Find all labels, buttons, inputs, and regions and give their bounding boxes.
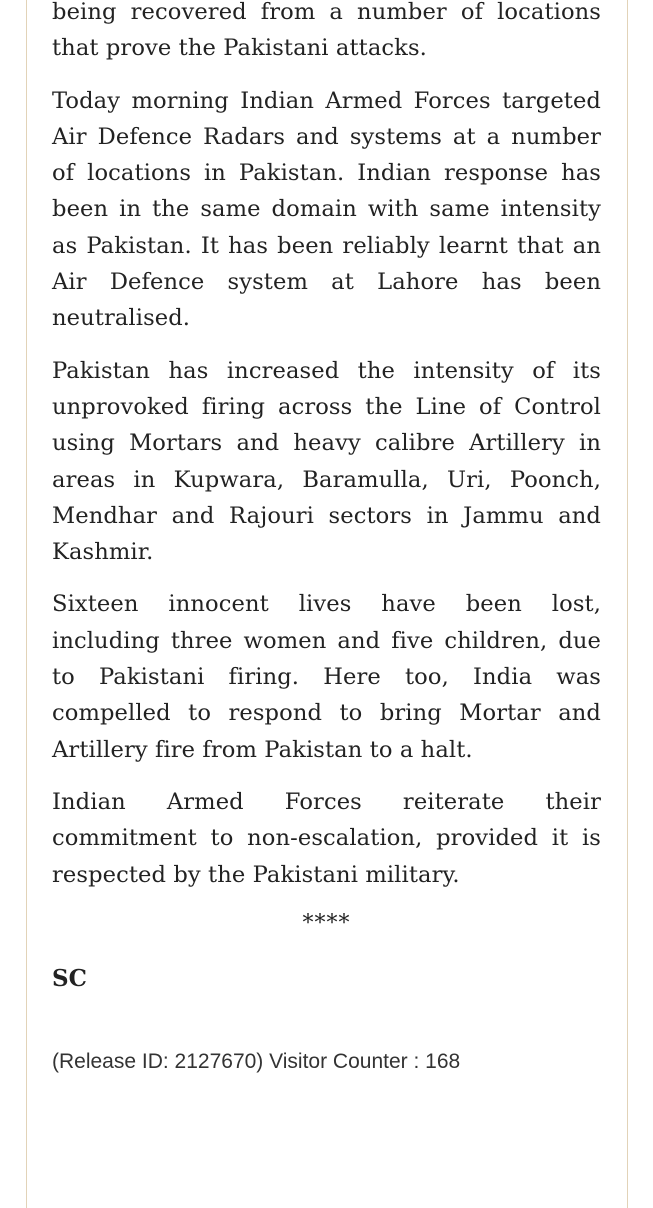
separator-stars: **** — [302, 910, 351, 936]
paragraph-air-defence: Today morning Indian Armed Forces targeted Air Defence Radars and systems at a number of locations in Pakistan. Indian response has been in the same domain with same intensity as Pakistan. It has been reliably learnt that an Air Defence system at Lahore has been neutralised. — [52, 87, 601, 332]
paragraph-non-escalation: Indian Armed Forces reiterate their commitment to non-escalation, provided it is respected by the Pakistani military. — [52, 788, 601, 888]
paragraph-loc-firing: Pakistan has increased the intensity of its unprovoked firing across the Line of Control using Mortars and heavy calibre Artillery in areas in Kupwara, Baramulla, Uri, Poonch, Mendhar and Rajouri sectors in Jammu and Kashmir. — [52, 357, 601, 566]
release-info: (Release ID: 2127670) Visitor Counter : 168 — [52, 1049, 461, 1073]
signoff-initials: SC — [52, 964, 87, 992]
paragraph-casualties: Sixteen innocent lives have been lost, including three women and five children, due to Pakistani firing. Here too, India was compelled to respond to bring Mortar and Artillery fire from Pakistan to a halt. — [52, 591, 601, 763]
paragraph-continuation: being recovered from a number of locations that prove the Pakistani attacks. — [52, 0, 601, 62]
article-body — [52, 0, 601, 1076]
